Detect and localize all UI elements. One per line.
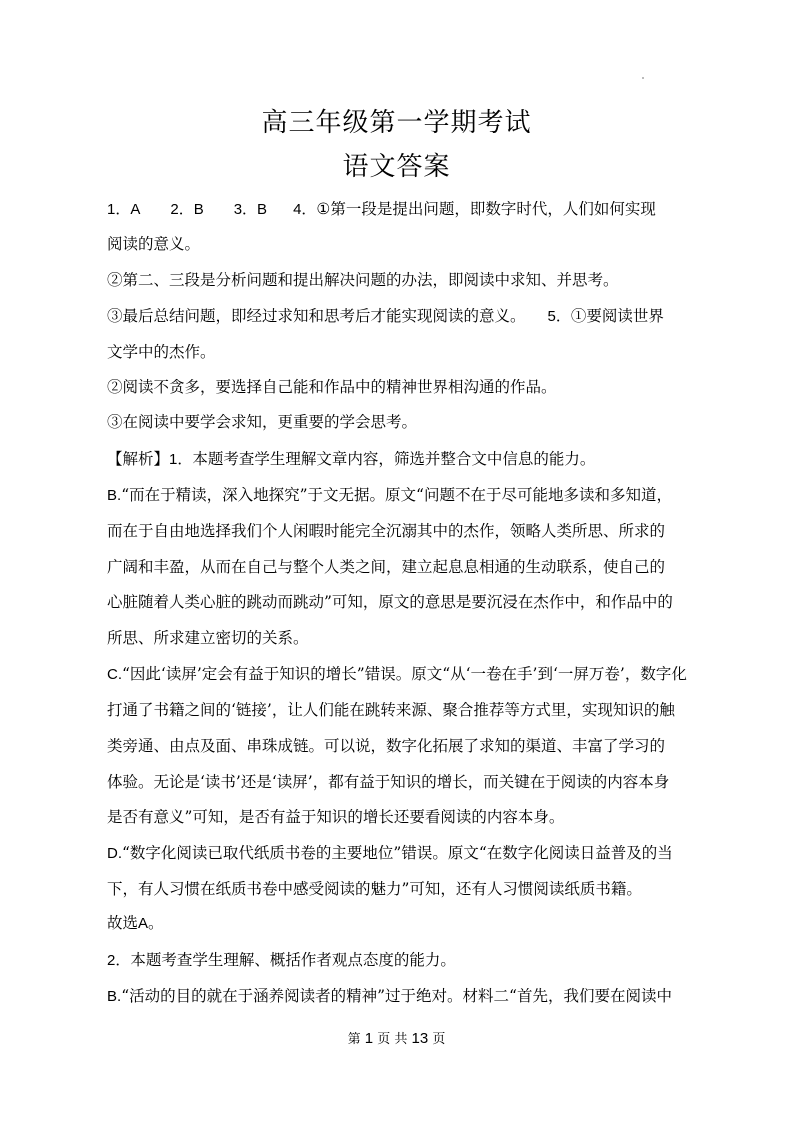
option-letter: B. xyxy=(107,487,122,504)
text-line xyxy=(107,913,697,934)
page-number: 1 xyxy=(364,1030,374,1047)
text-line: 而在于自由地选择我们个人闲暇时能完全沉溺其中的杰作，领略人类所思、所求的 xyxy=(107,522,666,540)
footer-text: 第 xyxy=(347,1032,361,1047)
option-letter: C. xyxy=(107,666,122,683)
text-segment: “活动的目的就在于涵养阅读者的精神”过于绝对。材料二“首先，我们要在阅读中 xyxy=(121,987,672,1005)
text-line: 是否有意义”可知，是否有益于知识的增长还要看阅读的内容本身。 xyxy=(107,808,565,826)
answer-q4-text: ①第一段是提出问题，即数字时代，人们如何实现 xyxy=(316,200,656,218)
text-segment: 本题考查学生理解文章内容，筛选并整合文中信息的能力。 xyxy=(192,450,596,468)
footer-text: 页 xyxy=(432,1032,446,1047)
text-line xyxy=(107,950,697,971)
text-line xyxy=(107,449,697,470)
text-line xyxy=(107,306,697,327)
text-segment: “而在于精读，深入地探究”于文无据。原文“问题不在于尽可能地多读和多知道， xyxy=(121,486,672,504)
page-footer xyxy=(0,1028,793,1047)
text-line xyxy=(107,664,697,685)
scan-speck xyxy=(642,77,644,79)
text-line: 心脏随着人类心脏的跳动而跳动”可知，原文的意思是要沉浸在杰作中，和作品中的 xyxy=(107,593,673,611)
answers-line xyxy=(107,199,697,220)
text-segment: 。 xyxy=(148,914,164,932)
page-title: 高三年级第一学期考试 xyxy=(261,108,532,138)
text-segment: “数字化阅读已取代纸质书卷的主要地位”错误。原文“在数字化阅读日益普及的当 xyxy=(122,844,673,862)
text-line xyxy=(107,485,697,506)
page-subtitle: 语文答案 xyxy=(342,152,451,182)
text-segment: “因此‘读屏’定会有益于知识的增长”错误。原文“从‘一卷在手’到‘一屏万卷’，数字化 xyxy=(122,665,687,683)
analysis-q2-number: 2． xyxy=(107,952,131,969)
answer-q2: 2．B xyxy=(170,201,204,218)
answer-q3: 3．B xyxy=(233,201,268,218)
text-line: 类旁通、由点及面、串珠成链。可以说，数字化拓展了求知的渠道、丰富了学习的 xyxy=(107,737,666,755)
text-line: ②阅读不贪多，要选择自己能和作品中的精神世界相沟通的作品。 xyxy=(107,378,557,396)
analysis-label: 【解析】 xyxy=(107,450,170,468)
text-line: 下，有人习惯在纸质书卷中感受阅读的魅力”可知，还有人习惯阅读纸质书籍。 xyxy=(107,880,642,898)
analysis-q1-number: 1． xyxy=(169,451,193,468)
answer-q4-number: 4． xyxy=(293,201,317,218)
answer-q5-number: 5． xyxy=(547,308,571,325)
text-segment: 故选 xyxy=(107,914,139,932)
text-segment: 本题考查学生理解、概括作者观点态度的能力。 xyxy=(130,951,456,969)
page-total: 13 xyxy=(411,1030,429,1047)
text-line: ②第二、三段是分析问题和提出解决问题的办法，即阅读中求知、并思考。 xyxy=(107,271,619,289)
answer-q5-text: ①要阅读世界 xyxy=(570,307,664,325)
answer-q1: 1．A xyxy=(107,201,141,218)
text-line: 所思、所求建立密切的关系。 xyxy=(107,629,309,647)
text-line: 打通了书籍之间的‘链接’，让人们能在跳转来源、聚合推荐等方式里，实现知识的触 xyxy=(107,701,675,719)
option-letter: D. xyxy=(107,845,122,862)
footer-text: 页 共 xyxy=(377,1032,408,1047)
text-line: 体验。无论是‘读书’还是‘读屏’，都有益于知识的增长，而关键在于阅读的内容本身 xyxy=(107,773,670,791)
text-line: 阅读的意义。 xyxy=(107,235,201,253)
text-line: 广阔和丰盈，从而在自己与整个人类之间，建立起息息相通的生动联系，使自己的 xyxy=(107,558,666,576)
text-segment: ③最后总结问题，即经过求知和思考后才能实现阅读的意义。 xyxy=(107,307,526,325)
text-line: ③在阅读中要学会求知，更重要的学会思考。 xyxy=(107,413,418,431)
text-line xyxy=(107,986,697,1007)
text-line: 文学中的杰作。 xyxy=(107,343,216,361)
option-letter: A xyxy=(138,915,149,932)
option-letter: B. xyxy=(107,988,122,1005)
text-line xyxy=(107,843,697,864)
